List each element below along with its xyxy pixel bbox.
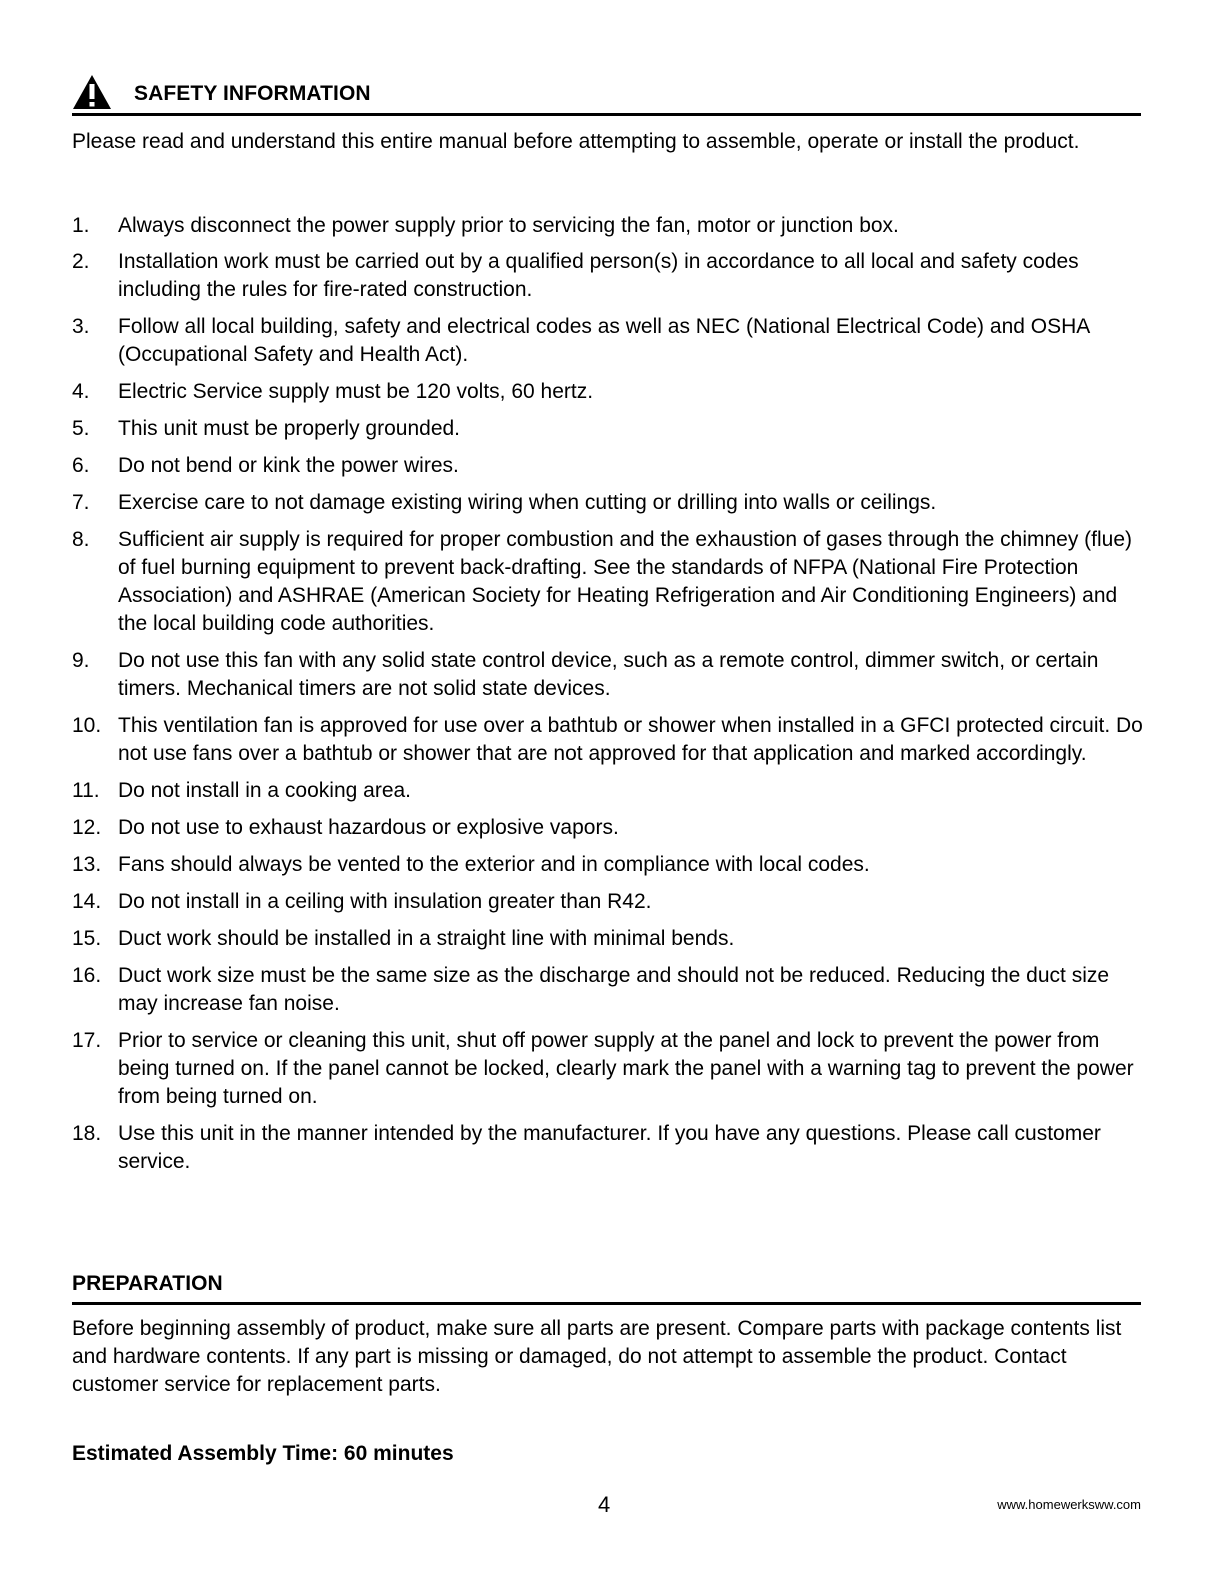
list-item-text: Do not use this fan with any solid state control device, such as a remote control, dimmer switch, or certain timers. Mechanical timers are not solid state devices. (118, 649, 1099, 700)
list-item-number: 6. (72, 454, 90, 477)
preparation-text: Before beginning assembly of product, make sure all parts are present. Compare parts with package contents list and hardware contents. If any part is missing or damaged, do not attempt to assemble the product. Contact customer service for replacement parts. (72, 1317, 1122, 1396)
safety-list-item (72, 814, 1147, 842)
list-item-text: Always disconnect the power supply prior to servicing the fan, motor or junction box. (118, 214, 899, 237)
list-item-text: Duct work should be installed in a straight line with minimal bends. (118, 927, 735, 950)
list-item-number: 14. (72, 890, 102, 913)
safety-list-item (72, 712, 1147, 768)
preparation-title: PREPARATION (72, 1272, 223, 1295)
safety-list-item (72, 888, 1147, 916)
safety-intro: Please read and understand this entire manual before attempting to assemble, operate or install the product. (72, 130, 1080, 153)
list-item-text: Do not install in a cooking area. (118, 779, 412, 802)
safety-list-item (72, 777, 1147, 805)
list-item-text: This unit must be properly grounded. (118, 417, 461, 440)
safety-list-item (72, 378, 1147, 406)
list-item-text: Do not use to exhaust hazardous or explosive vapors. (118, 816, 619, 839)
list-item-number: 7. (72, 491, 90, 514)
list-item-text: Sufficient air supply is required for proper combustion and the exhaustion of gases through the chimney (flue) of fuel burning equipment to prevent back-drafting. See the standards of NFPA (National Fire Protection Association) and ASHRAE (American Society for Heating Refrigeration and Air Conditioning Engineers) and the local building code authorities. (118, 528, 1133, 635)
safety-list-item (72, 212, 1147, 240)
safety-list-item (72, 452, 1147, 480)
safety-list-item (72, 851, 1147, 879)
safety-section-header (72, 78, 1141, 116)
list-item-number: 10. (72, 714, 102, 737)
list-item-number: 16. (72, 964, 102, 987)
safety-list-item (72, 647, 1147, 703)
list-item-number: 8. (72, 528, 90, 551)
safety-list (72, 212, 1147, 1185)
website-url: www.homewerksww.com (997, 1497, 1141, 1512)
list-item-text: Prior to service or cleaning this unit, shut off power supply at the panel and lock to prevent the power from being turned on. If the panel cannot be locked, clearly mark the panel with a warning tag to prevent the power from being turned on. (118, 1029, 1134, 1108)
list-item-text: Do not bend or kink the power wires. (118, 454, 459, 477)
safety-list-item (72, 248, 1147, 304)
list-item-number: 13. (72, 853, 102, 876)
list-item-number: 12. (72, 816, 102, 839)
safety-list-item (72, 526, 1147, 638)
list-item-text: Fans should always be vented to the exterior and in compliance with local codes. (118, 853, 870, 876)
list-item-number: 1. (72, 214, 90, 237)
preparation-section-header (72, 1270, 1141, 1305)
list-item-number: 18. (72, 1122, 102, 1145)
safety-list-item (72, 313, 1147, 369)
list-item-text: Follow all local building, safety and electrical codes as well as NEC (National Electrical Code) and OSHA (Occupational Safety and Health Act). (118, 315, 1090, 366)
safety-list-item (72, 925, 1147, 953)
list-item-text: Installation work must be carried out by a qualified person(s) in accordance to all local and safety codes including the rules for fire-rated construction. (118, 250, 1079, 301)
list-item-number: 15. (72, 927, 102, 950)
list-item-number: 5. (72, 417, 90, 440)
list-item-number: 2. (72, 250, 90, 273)
list-item-text: Electric Service supply must be 120 volts, 60 hertz. (118, 380, 594, 403)
safety-list-item (72, 1027, 1147, 1111)
list-item-number: 4. (72, 380, 90, 403)
safety-list-item (72, 962, 1147, 1018)
list-item-text: Duct work size must be the same size as the discharge and should not be reduced. Reducing the duct size may increase fan noise. (118, 964, 1110, 1015)
list-item-text: Do not install in a ceiling with insulation greater than R42. (118, 890, 652, 913)
safety-list-item (72, 415, 1147, 443)
assembly-time: Estimated Assembly Time: 60 minutes (72, 1442, 454, 1465)
warning-triangle-icon (72, 74, 112, 110)
list-item-text: Use this unit in the manner intended by the manufacturer. If you have any questions. Please call customer service. (118, 1122, 1101, 1173)
list-item-text: Exercise care to not damage existing wiring when cutting or drilling into walls or ceilings. (118, 491, 937, 514)
list-item-number: 11. (72, 779, 100, 802)
list-item-number: 17. (72, 1029, 102, 1052)
safety-title: SAFETY INFORMATION (134, 82, 371, 105)
list-item-text: This ventilation fan is approved for use over a bathtub or shower when installed in a GFCI protected circuit. Do not use fans over a bathtub or shower that are not approved for that application and marked accordingly. (118, 714, 1143, 765)
page-number: 4 (598, 1492, 611, 1517)
safety-list-item (72, 1120, 1147, 1176)
list-item-number: 9. (72, 649, 90, 672)
list-item-number: 3. (72, 315, 90, 338)
safety-list-item (72, 489, 1147, 517)
